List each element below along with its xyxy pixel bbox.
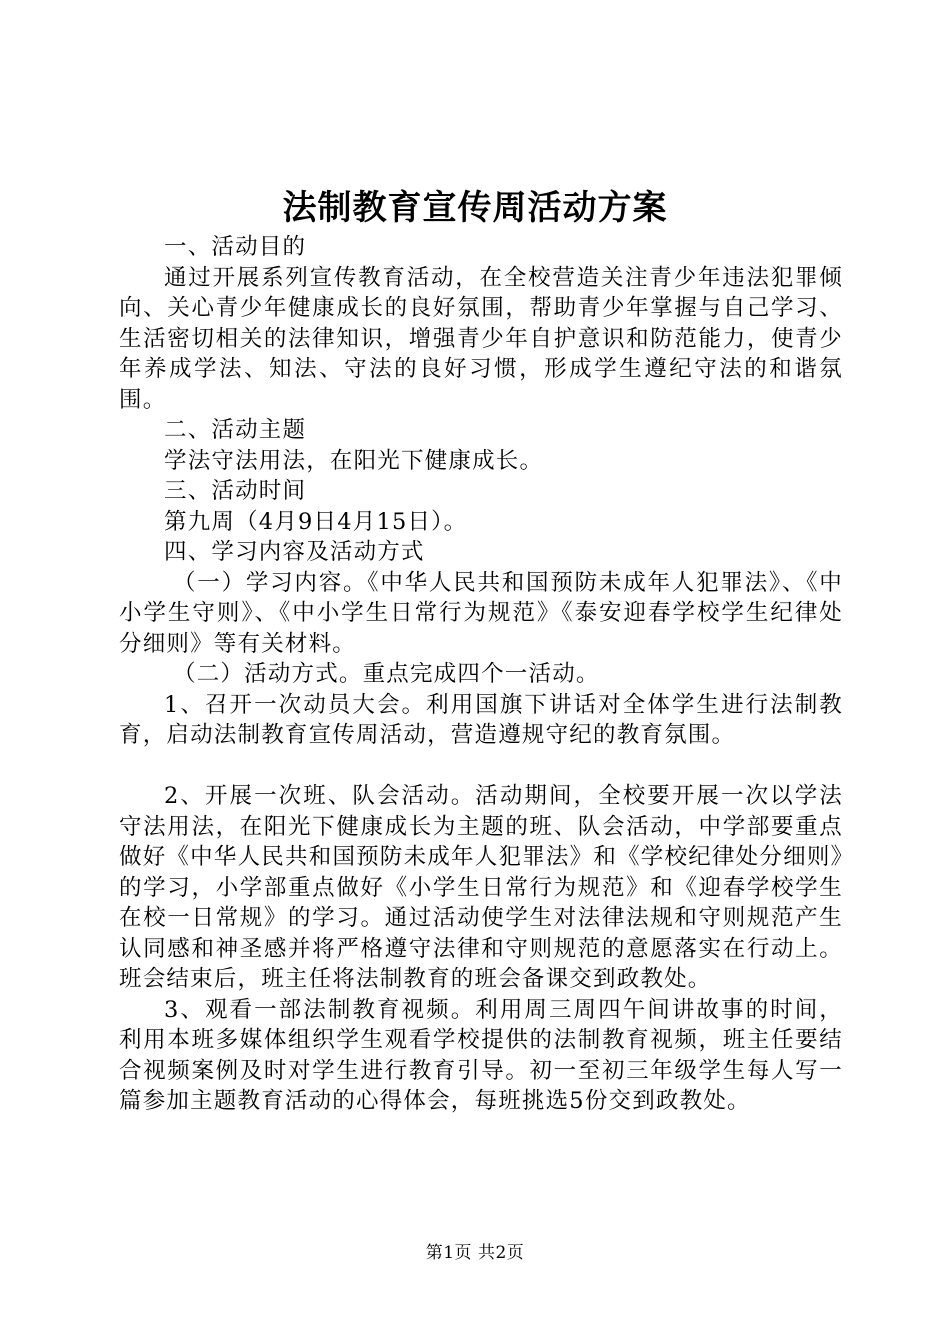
page-indicator: 第1页 共2页 xyxy=(425,1243,525,1263)
paragraph-item-3: 3、观看一部法制教育视频。利用周三周四午间讲故事的时间，利用本班多媒体组织学生观看学校提供的法制教育视频，班主任要结合视频案例及时对学生进行教育引导。初一至初三年级学生每人写一篇参加主题教育活动的心得体会，每班挑选5份交到政教处。 xyxy=(119,996,843,1114)
paragraph-time: 第九周（4月9日4月15日）。 xyxy=(164,508,468,535)
paragraph-item-1: 1、召开一次动员大会。利用国旗下讲话对全体学生进行法制教育，启动法制教育宣传周活动，营造遵规守纪的教育氛围。 xyxy=(119,691,843,748)
section-heading-content: 四、学习内容及活动方式 xyxy=(164,539,425,565)
document-title: 法制教育宣传周活动方案 xyxy=(282,188,668,228)
paragraph-study-content: （一）学习内容。《中华人民共和国预防未成年人犯罪法》、《中小学生守则》、《中小学生日常行为规范》《泰安迎春学校学生纪律处分细则》等有关材料。 xyxy=(119,569,843,657)
paragraph-theme: 学法守法用法，在阳光下健康成长。 xyxy=(164,447,544,474)
section-heading-time: 三、活动时间 xyxy=(164,478,307,504)
section-heading-purpose: 一、活动目的 xyxy=(164,234,307,260)
page-footer xyxy=(0,1241,950,1265)
paragraph-purpose: 通过开展系列宣传教育活动，在全校营造关注青少年违法犯罪倾向、关心青少年健康成长的良好氛围，帮助青少年掌握与自己学习、生活密切相关的法律知识，增强青少年自护意识和防范能力，使青少年养成学法、知法、守法的良好习惯，形成学生遵纪守法的和谐氛围。 xyxy=(119,264,843,413)
document-body xyxy=(119,232,843,1117)
paragraph-item-2: 2、开展一次班、队会活动。活动期间，全校要开展一次以学法守法用法，在阳光下健康成长为主题的班、队会活动，中学部要重点做好《中华人民共和国预防未成年人犯罪法》和《学校纪律处分细则》的学习，小学部重点做好《小学生日常行为规范》和《迎春学校学生在校一日常规》的学习。通过活动使学生对法律法规和守则规范产生认同感和神圣感并将严格遵守法律和守则规范的意愿落实在行动上。班会结束后，班主任将法制教育的班会备课交到政教处。 xyxy=(119,783,843,992)
section-heading-theme: 二、活动主题 xyxy=(164,417,307,443)
paragraph-activity-method: （二）活动方式。重点完成四个一活动。 xyxy=(173,661,600,687)
